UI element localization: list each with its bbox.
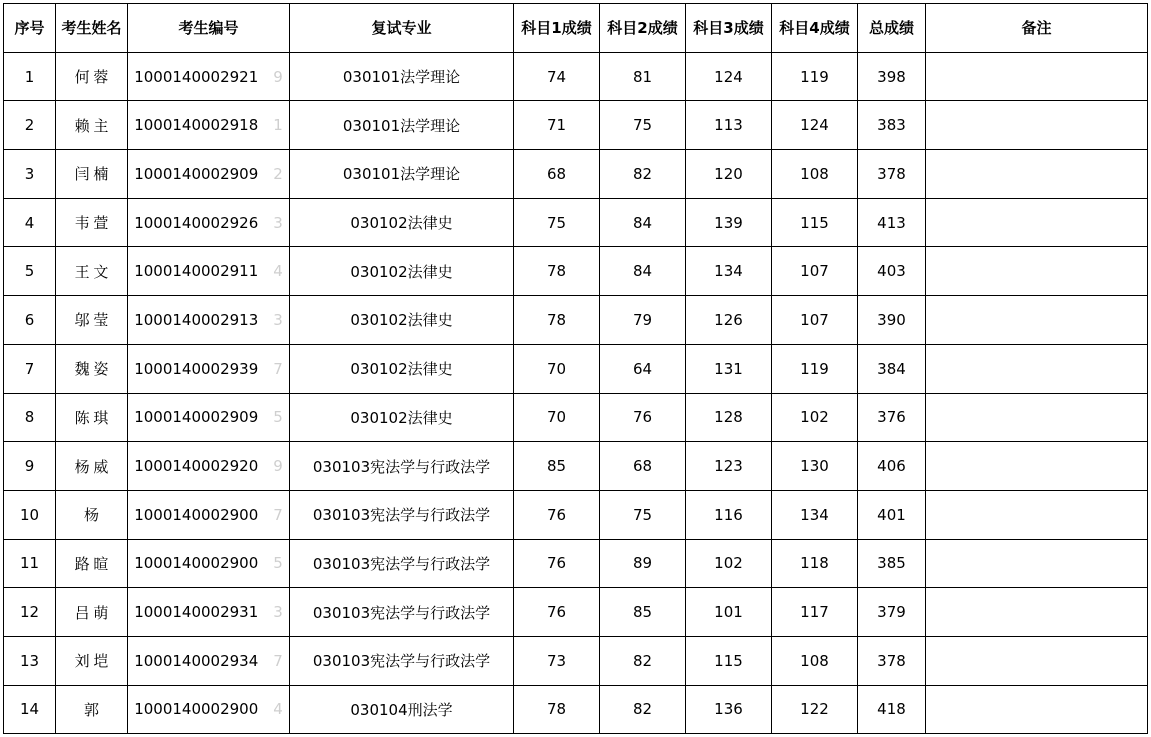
cell-subject-1: 76 [514, 539, 600, 588]
cell-seq: 12 [4, 588, 56, 637]
cell-total: 390 [858, 296, 926, 345]
cell-subject-4: 107 [772, 296, 858, 345]
header-subject-3: 科目3成绩 [686, 4, 772, 53]
cell-subject-4: 115 [772, 198, 858, 247]
cell-note [926, 636, 1148, 685]
cell-name: 陈 琪 [56, 393, 128, 442]
cell-subject-4: 119 [772, 52, 858, 101]
table-row [4, 150, 1148, 199]
cell-subject-1: 73 [514, 636, 600, 685]
header-subject-4: 科目4成绩 [772, 4, 858, 53]
cell-note [926, 539, 1148, 588]
header-seq: 序号 [4, 4, 56, 53]
table-row [4, 539, 1148, 588]
cell-subject-2: 75 [600, 490, 686, 539]
cell-subject-2: 82 [600, 636, 686, 685]
cell-candidate-id [128, 150, 290, 199]
cell-major: 030102法律史 [290, 393, 514, 442]
cell-note [926, 52, 1148, 101]
cell-subject-3: 134 [686, 247, 772, 296]
cell-candidate-id [128, 247, 290, 296]
candidate-id-tail: 7 [273, 651, 283, 670]
cell-name: 刘 垲 [56, 636, 128, 685]
cell-seq: 1 [4, 52, 56, 101]
cell-candidate-id [128, 588, 290, 637]
cell-candidate-id [128, 296, 290, 345]
cell-total: 383 [858, 101, 926, 150]
cell-note [926, 344, 1148, 393]
cell-subject-4: 108 [772, 636, 858, 685]
header-name: 考生姓名 [56, 4, 128, 53]
cell-name: 杨 威 [56, 442, 128, 491]
candidate-id-text: 1000140002921 [134, 67, 259, 86]
cell-candidate-id [128, 52, 290, 101]
cell-seq: 13 [4, 636, 56, 685]
cell-name: 何 蓉 [56, 52, 128, 101]
cell-note [926, 296, 1148, 345]
cell-seq: 7 [4, 344, 56, 393]
cell-major: 030104刑法学 [290, 685, 514, 734]
cell-note [926, 685, 1148, 734]
cell-seq: 9 [4, 442, 56, 491]
cell-subject-1: 70 [514, 344, 600, 393]
cell-candidate-id [128, 393, 290, 442]
candidate-id-tail: 3 [273, 213, 283, 232]
candidate-id-text: 1000140002934 [134, 651, 259, 670]
cell-subject-2: 76 [600, 393, 686, 442]
cell-total: 413 [858, 198, 926, 247]
cell-subject-3: 128 [686, 393, 772, 442]
cell-subject-4: 119 [772, 344, 858, 393]
candidate-id-text: 1000140002900 [134, 700, 259, 719]
cell-subject-4: 108 [772, 150, 858, 199]
cell-subject-1: 71 [514, 101, 600, 150]
candidate-id-text: 1000140002900 [134, 505, 259, 524]
cell-subject-3: 120 [686, 150, 772, 199]
cell-total: 384 [858, 344, 926, 393]
cell-candidate-id [128, 101, 290, 150]
cell-subject-1: 75 [514, 198, 600, 247]
candidate-id-text: 1000140002926 [134, 213, 259, 232]
cell-candidate-id [128, 685, 290, 734]
cell-total: 376 [858, 393, 926, 442]
cell-subject-2: 82 [600, 685, 686, 734]
header-total: 总成绩 [858, 4, 926, 53]
cell-major: 030102法律史 [290, 247, 514, 296]
cell-major: 030103宪法学与行政法学 [290, 442, 514, 491]
cell-name: 韦 萱 [56, 198, 128, 247]
candidate-id-tail: 3 [273, 603, 283, 622]
cell-total: 385 [858, 539, 926, 588]
cell-note [926, 442, 1148, 491]
cell-name: 杨 [56, 490, 128, 539]
cell-total: 378 [858, 150, 926, 199]
candidate-id-tail: 4 [273, 700, 283, 719]
candidate-id-text: 1000140002931 [134, 603, 259, 622]
cell-note [926, 588, 1148, 637]
table-row [4, 636, 1148, 685]
cell-subject-4: 134 [772, 490, 858, 539]
candidate-id-text: 1000140002900 [134, 554, 259, 573]
header-note: 备注 [926, 4, 1148, 53]
cell-subject-4: 117 [772, 588, 858, 637]
candidate-id-text: 1000140002920 [134, 457, 259, 476]
table-row [4, 247, 1148, 296]
cell-subject-2: 84 [600, 247, 686, 296]
cell-subject-2: 68 [600, 442, 686, 491]
cell-major: 030103宪法学与行政法学 [290, 636, 514, 685]
cell-seq: 11 [4, 539, 56, 588]
cell-subject-4: 102 [772, 393, 858, 442]
table-row [4, 344, 1148, 393]
candidate-id-tail: 1 [273, 116, 283, 135]
candidate-id-text: 1000140002909 [134, 408, 259, 427]
table-row [4, 685, 1148, 734]
cell-subject-2: 81 [600, 52, 686, 101]
cell-candidate-id [128, 636, 290, 685]
cell-subject-1: 74 [514, 52, 600, 101]
cell-candidate-id [128, 344, 290, 393]
candidate-id-tail: 2 [273, 164, 283, 183]
cell-subject-3: 101 [686, 588, 772, 637]
candidate-id-text: 1000140002913 [134, 310, 259, 329]
cell-note [926, 393, 1148, 442]
header-row [4, 4, 1148, 53]
cell-name: 赖 主 [56, 101, 128, 150]
candidate-id-tail: 3 [273, 310, 283, 329]
table-row [4, 588, 1148, 637]
cell-note [926, 150, 1148, 199]
cell-subject-2: 84 [600, 198, 686, 247]
cell-name: 闫 楠 [56, 150, 128, 199]
cell-subject-3: 116 [686, 490, 772, 539]
cell-major: 030102法律史 [290, 296, 514, 345]
candidate-id-tail: 4 [273, 262, 283, 281]
table-row [4, 393, 1148, 442]
cell-subject-2: 85 [600, 588, 686, 637]
table-row [4, 442, 1148, 491]
cell-subject-1: 78 [514, 685, 600, 734]
cell-total: 401 [858, 490, 926, 539]
candidate-id-text: 1000140002911 [134, 262, 259, 281]
cell-major: 030101法学理论 [290, 150, 514, 199]
cell-seq: 10 [4, 490, 56, 539]
cell-subject-3: 131 [686, 344, 772, 393]
cell-candidate-id [128, 442, 290, 491]
cell-subject-3: 115 [686, 636, 772, 685]
cell-major: 030102法律史 [290, 198, 514, 247]
cell-subject-4: 107 [772, 247, 858, 296]
candidate-id-tail: 5 [273, 554, 283, 573]
cell-name: 路 暄 [56, 539, 128, 588]
table-row [4, 52, 1148, 101]
cell-subject-1: 78 [514, 247, 600, 296]
cell-name: 王 文 [56, 247, 128, 296]
cell-major: 030103宪法学与行政法学 [290, 588, 514, 637]
cell-name: 吕 萌 [56, 588, 128, 637]
cell-seq: 3 [4, 150, 56, 199]
cell-note [926, 101, 1148, 150]
candidate-id-text: 1000140002909 [134, 164, 259, 183]
cell-subject-3: 102 [686, 539, 772, 588]
cell-total: 379 [858, 588, 926, 637]
cell-name: 邬 莹 [56, 296, 128, 345]
cell-seq: 2 [4, 101, 56, 150]
cell-subject-3: 139 [686, 198, 772, 247]
candidate-id-tail: 5 [273, 408, 283, 427]
cell-total: 418 [858, 685, 926, 734]
cell-subject-3: 113 [686, 101, 772, 150]
cell-subject-1: 70 [514, 393, 600, 442]
cell-subject-2: 75 [600, 101, 686, 150]
cell-seq: 14 [4, 685, 56, 734]
header-candidate-id: 考生编号 [128, 4, 290, 53]
header-subject-1: 科目1成绩 [514, 4, 600, 53]
candidate-id-tail: 7 [273, 359, 283, 378]
cell-subject-3: 123 [686, 442, 772, 491]
cell-subject-2: 79 [600, 296, 686, 345]
candidate-id-text: 1000140002918 [134, 116, 259, 135]
score-table [3, 3, 1148, 734]
cell-seq: 8 [4, 393, 56, 442]
cell-seq: 5 [4, 247, 56, 296]
cell-subject-3: 136 [686, 685, 772, 734]
header-subject-2: 科目2成绩 [600, 4, 686, 53]
candidate-id-tail: 7 [273, 505, 283, 524]
cell-subject-3: 124 [686, 52, 772, 101]
cell-note [926, 490, 1148, 539]
table-row [4, 490, 1148, 539]
cell-note [926, 198, 1148, 247]
cell-subject-3: 126 [686, 296, 772, 345]
cell-name: 魏 姿 [56, 344, 128, 393]
table-row [4, 198, 1148, 247]
cell-note [926, 247, 1148, 296]
header-major: 复试专业 [290, 4, 514, 53]
cell-major: 030102法律史 [290, 344, 514, 393]
cell-subject-1: 68 [514, 150, 600, 199]
cell-total: 406 [858, 442, 926, 491]
cell-total: 378 [858, 636, 926, 685]
cell-major: 030101法学理论 [290, 101, 514, 150]
score-rows [4, 52, 1148, 734]
cell-candidate-id [128, 490, 290, 539]
cell-seq: 4 [4, 198, 56, 247]
cell-total: 398 [858, 52, 926, 101]
cell-major: 030101法学理论 [290, 52, 514, 101]
cell-subject-1: 76 [514, 588, 600, 637]
table-row [4, 101, 1148, 150]
cell-major: 030103宪法学与行政法学 [290, 490, 514, 539]
cell-subject-4: 122 [772, 685, 858, 734]
cell-subject-4: 118 [772, 539, 858, 588]
cell-subject-4: 130 [772, 442, 858, 491]
cell-subject-2: 89 [600, 539, 686, 588]
candidate-id-tail: 9 [273, 67, 283, 86]
table-row [4, 296, 1148, 345]
cell-subject-2: 82 [600, 150, 686, 199]
cell-total: 403 [858, 247, 926, 296]
cell-subject-1: 78 [514, 296, 600, 345]
cell-subject-1: 85 [514, 442, 600, 491]
cell-subject-2: 64 [600, 344, 686, 393]
cell-name: 郭 [56, 685, 128, 734]
candidate-id-tail: 9 [273, 457, 283, 476]
cell-subject-4: 124 [772, 101, 858, 150]
cell-seq: 6 [4, 296, 56, 345]
cell-subject-1: 76 [514, 490, 600, 539]
cell-candidate-id [128, 539, 290, 588]
cell-candidate-id [128, 198, 290, 247]
candidate-id-text: 1000140002939 [134, 359, 259, 378]
cell-major: 030103宪法学与行政法学 [290, 539, 514, 588]
